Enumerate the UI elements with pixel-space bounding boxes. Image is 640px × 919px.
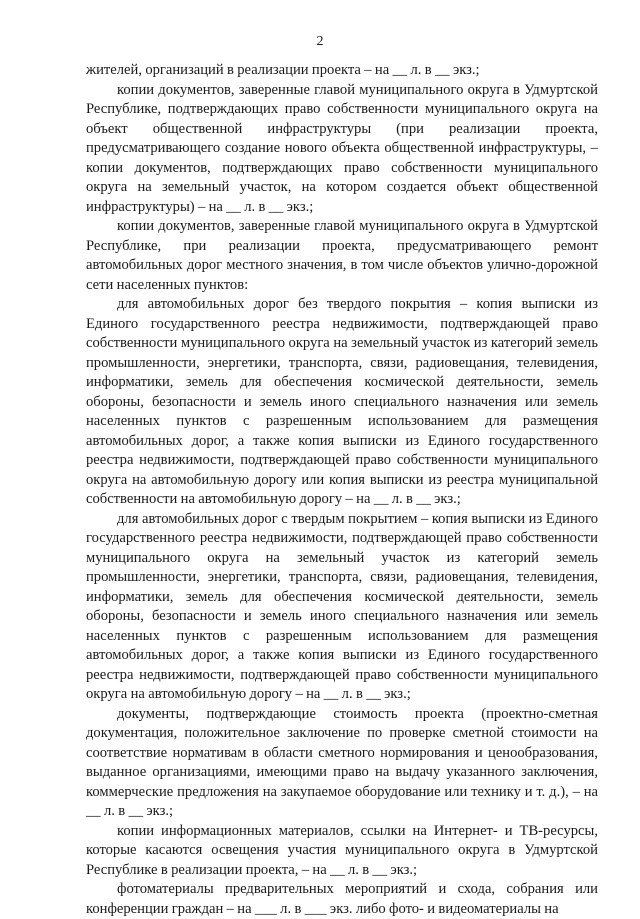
paragraph-paved-roads: для автомобильных дорог с твердым покрытием – копия выписки из Единого государственного реестра недвижимости, подтверждающей право собственности муниципального округа на земельный участок из категорий земель промышленности, энергетики, транспорта, связи, радиовещания, телевидения, информатики, земель для обеспечения космической деятельности, земель обороны, безопасности и земель иного специального назначения или земель населенных пунктов с разрешенным использованием для размещения автомобильных дорог, а также копия выписки из Единого государственного реестра недвижимости, подтверждающей право собственности муниципального округа на автомобильную дорогу – на __ л. в __ экз.; xyxy=(86,510,598,702)
paragraph-photo-materials: фотоматериалы предварительных мероприятий и схода, собрания или конференции граждан – на ___ л. в ___ экз. либо фото- и видеоматериалы на xyxy=(86,881,598,917)
paragraph-continuation: жителей, организаций в реализации проекта – на __ л. в __ экз.; xyxy=(86,62,480,78)
page-number: 2 xyxy=(316,34,324,49)
paragraph-unpaved-roads: для автомобильных дорог без твердого покрытия – копия выписки из Единого государственного реестра недвижимости, подтверждающей право собственности муниципального округа на земельный участок из категорий земель промышленности, энергетики, транспорта, связи, радиовещания, телевидения, информатики, земель для обеспечения космической деятельности, земель обороны, безопасности и земель иного специального назначения или земель населенных пунктов с разрешенным использованием для размещения автомобильных дорог, а также копия выписки из Единого государственного реестра недвижимости, подтверждающей право собственности муниципального округа на автомобильную дорогу или копия выписки из реестра муниципальной собственности на автомобильную дорогу – на __ л. в __ экз.; xyxy=(86,296,598,507)
paragraph-cost-documents: документы, подтверждающие стоимость проекта (проектно-сметная документация, положительное заключение по проверке сметной стоимости на соответствие нормативам в области сметного нормирования и ценообразования, выданное организациями, имеющими право на выдачу указанного заключения, коммерческие предложения на закупаемое оборудование или технику и т. д.), – на __ л. в __ экз.; xyxy=(86,705,598,819)
document-body xyxy=(86,61,598,919)
paragraph-ownership-documents: копии документов, заверенные главой муниципального округа в Удмуртской Республике, подтверждающих право собственности муниципального округа на объект общественной инфраструктуры (при реализации проекта, предусматривающего создание нового объекта общественной инфраструктуры, – копии документов, подтверждающих право собственности муниципального округа на земельный участок, на котором создается объект общественной инфраструктуры) – на __ л. в __ экз.; xyxy=(86,81,598,215)
paragraph-road-repair-documents: копии документов, заверенные главой муниципального округа в Удмуртской Республике, при реализации проекта, предусматривающего ремонт автомобильных дорог местного значения, в том числе объектов улично-дорожной сети населенных пунктов: xyxy=(86,218,598,293)
paragraph-information-materials: копии информационных материалов, ссылки на Интернет- и ТВ-ресурсы, которые касаются освещения участия муниципального округа в Удмуртской Республике в реализации проекта, – на __ л. в __ экз.; xyxy=(86,822,598,878)
